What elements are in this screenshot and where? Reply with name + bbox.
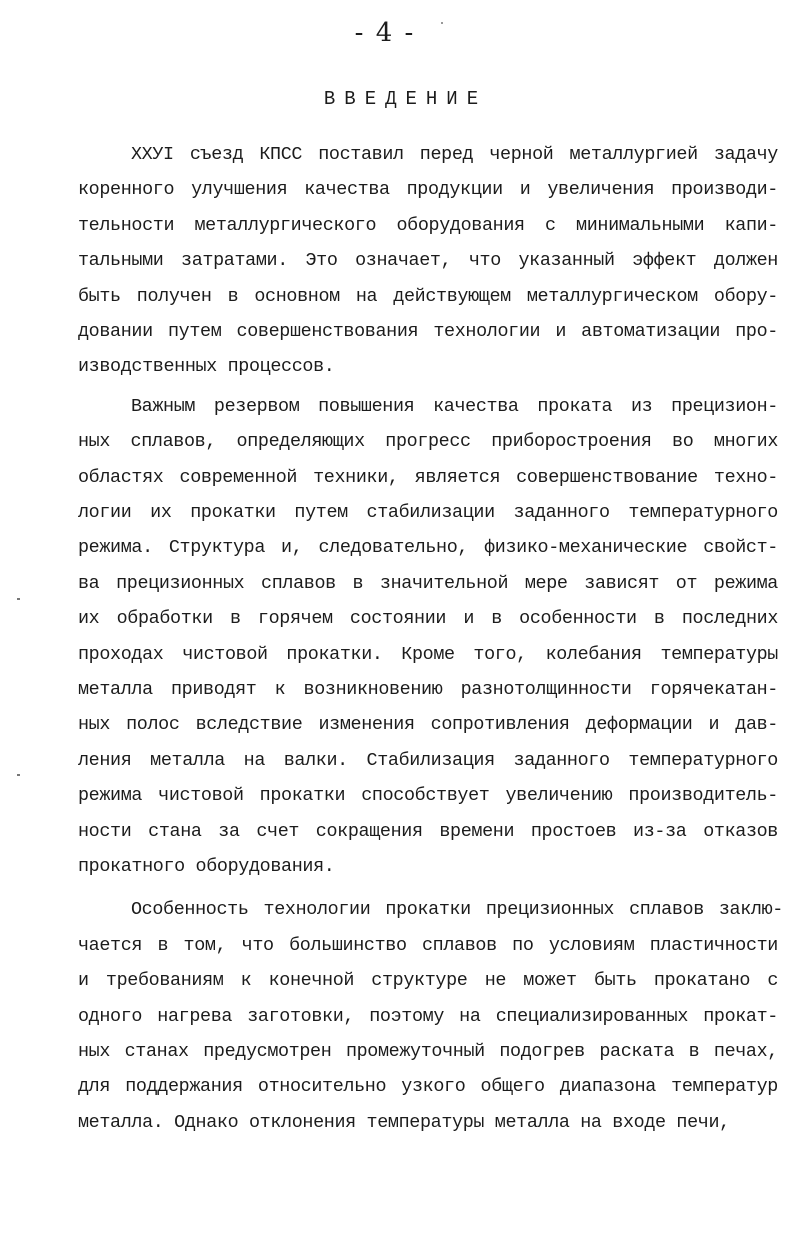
text-line: тельности металлургического оборудования с минимальными капи- (78, 214, 778, 236)
scan-speck (441, 22, 443, 24)
text-line: довании путем совершенствования технологии и автоматизации про- (78, 321, 778, 342)
text-line: металла. Однако отклонения температуры металла на входе печи, (78, 1111, 730, 1133)
text-line: изводственных процессов. (78, 356, 335, 378)
text-line: ных станах предусмотрен промежуточный подогрев раската в печах, (78, 1041, 778, 1062)
text-line: режима чистовой прокатки способствует увеличению производитель- (78, 785, 778, 807)
text-line: их обработки в горячем состоянии и в особенности в последних (78, 608, 778, 630)
text-line: ва прецизионных сплавов в значительной мере зависят от режима (78, 572, 778, 594)
text-line: чается в том, что большинство сплавов по условиям пластичности (78, 934, 778, 956)
text-line: ных сплавов, определяющих прогресс приборостроения во многих (78, 431, 778, 453)
text-line: прокатного оборудования. (78, 856, 335, 877)
text-line: и требованиям к конечной структуре не может быть прокатано с (78, 970, 778, 992)
margin-mark (17, 774, 20, 776)
text-line: одного нагрева заготовки, поэтому на специализированных прокат- (78, 1005, 778, 1027)
section-heading: ВВЕДЕНИЕ (323, 88, 488, 110)
text-line: режима. Структура и, следовательно, физико-механические свойст- (78, 537, 778, 559)
text-line: проходах чистовой прокатки. Кроме того, колебания температуры (78, 643, 778, 665)
text-line: ных полос вследствие изменения сопротивления деформации и дав- (78, 714, 778, 736)
page-number: - 4 - (354, 18, 416, 48)
text-line: областях современной техники, является совершенствование техно- (78, 466, 778, 488)
text-line: быть получен в основном на действующем металлургическом обору- (78, 285, 778, 307)
text-line: ления металла на валки. Стабилизация заданного температурного (78, 749, 778, 771)
text-line: Важным резервом повышения качества проката из прецизион- (131, 395, 778, 417)
margin-mark (17, 598, 20, 600)
text-line: ности стана за счет сокращения времени простоев из-за отказов (78, 820, 778, 842)
text-line: тальными затратами. Это означает, что указанный эффект должен (78, 250, 778, 272)
text-line: коренного улучшения качества продукции и увеличения производи- (78, 179, 778, 201)
text-line: логии их прокатки путем стабилизации заданного температурного (78, 502, 778, 523)
text-line: металла приводят к возникновению разнотолщинности горячекатан- (78, 679, 778, 700)
text-line: для поддержания относительно узкого общего диапазона температур (78, 1076, 778, 1098)
text-line: Особенность технологии прокатки прецизионных сплавов заклю- (131, 899, 783, 921)
text-line: ХХУI съезд КПСС поставил перед черной металлургией задачу (131, 144, 778, 165)
